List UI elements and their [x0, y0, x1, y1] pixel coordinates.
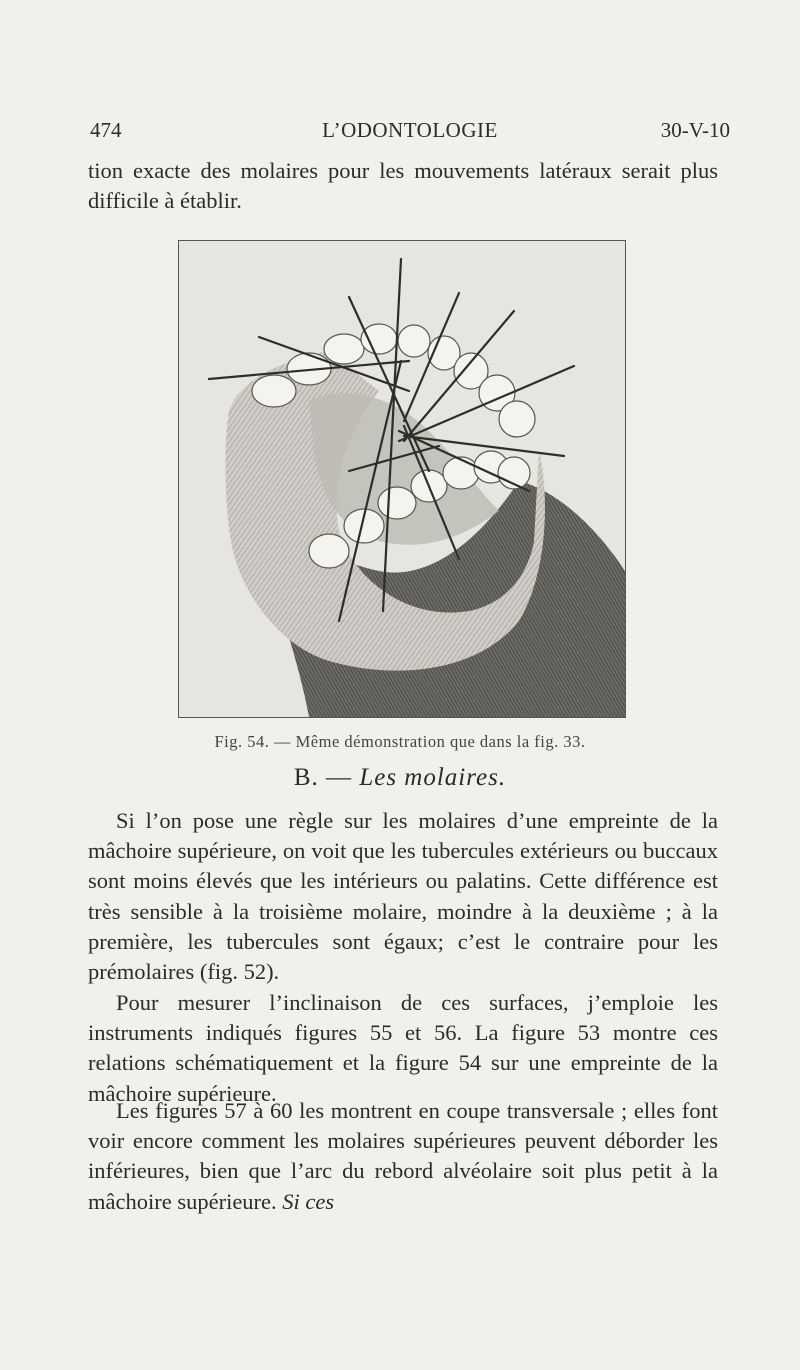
figure-caption: Fig. 54. — Même démonstration que dans la fig. 33.	[214, 732, 586, 751]
paragraph-cross-section-text: Les figures 57 à 60 les montrent en coupe transversale ; elles font voir encore comment les molaires supérieures peuvent déborder les inférieures, bien que l’arc du rebord alvéolaire soit plus petit à la mâchoire supérieure.	[88, 1098, 718, 1214]
figure-illustration	[178, 240, 626, 718]
issue-date: 30-V-10	[660, 118, 730, 142]
running-head	[90, 118, 730, 148]
paragraph-cross-section-italic: Si ces	[282, 1188, 335, 1214]
journal-title: L’ODONTOLOGIE	[322, 118, 498, 142]
paragraph-instruments: Pour mesurer l’inclinaison de ces surfaces, j’emploie les instruments indiqués figures 55 et 56. La figure 53 montre ces relations schématiquement et la figure 54 sur une empreinte de la mâchoire supérieure.	[88, 990, 718, 1106]
paragraph-molars-intro: Si l’on pose une règle sur les molaires d’une empreinte de la mâchoire supérieure, on voit que les tubercules extérieurs ou buccaux sont moins élevés que les intérieurs ou palatins. Cette différence est très sensible à la troisième molaire, moindre à la deuxième ; à la première, les tubercules sont égaux; c’est le contraire pour les prémolaires (fig. 52).	[88, 808, 718, 985]
page-number: 474	[90, 118, 122, 142]
section-prefix: B. —	[293, 764, 353, 791]
paragraph-cross-section	[88, 1096, 718, 1217]
section-heading	[0, 764, 800, 792]
section-title: Les molaires.	[359, 764, 507, 791]
paragraph-continuation: tion exacte des molaires pour les mouvements latéraux serait plus difficile à établir.	[88, 158, 718, 214]
dental-cast-engraving	[179, 241, 625, 717]
